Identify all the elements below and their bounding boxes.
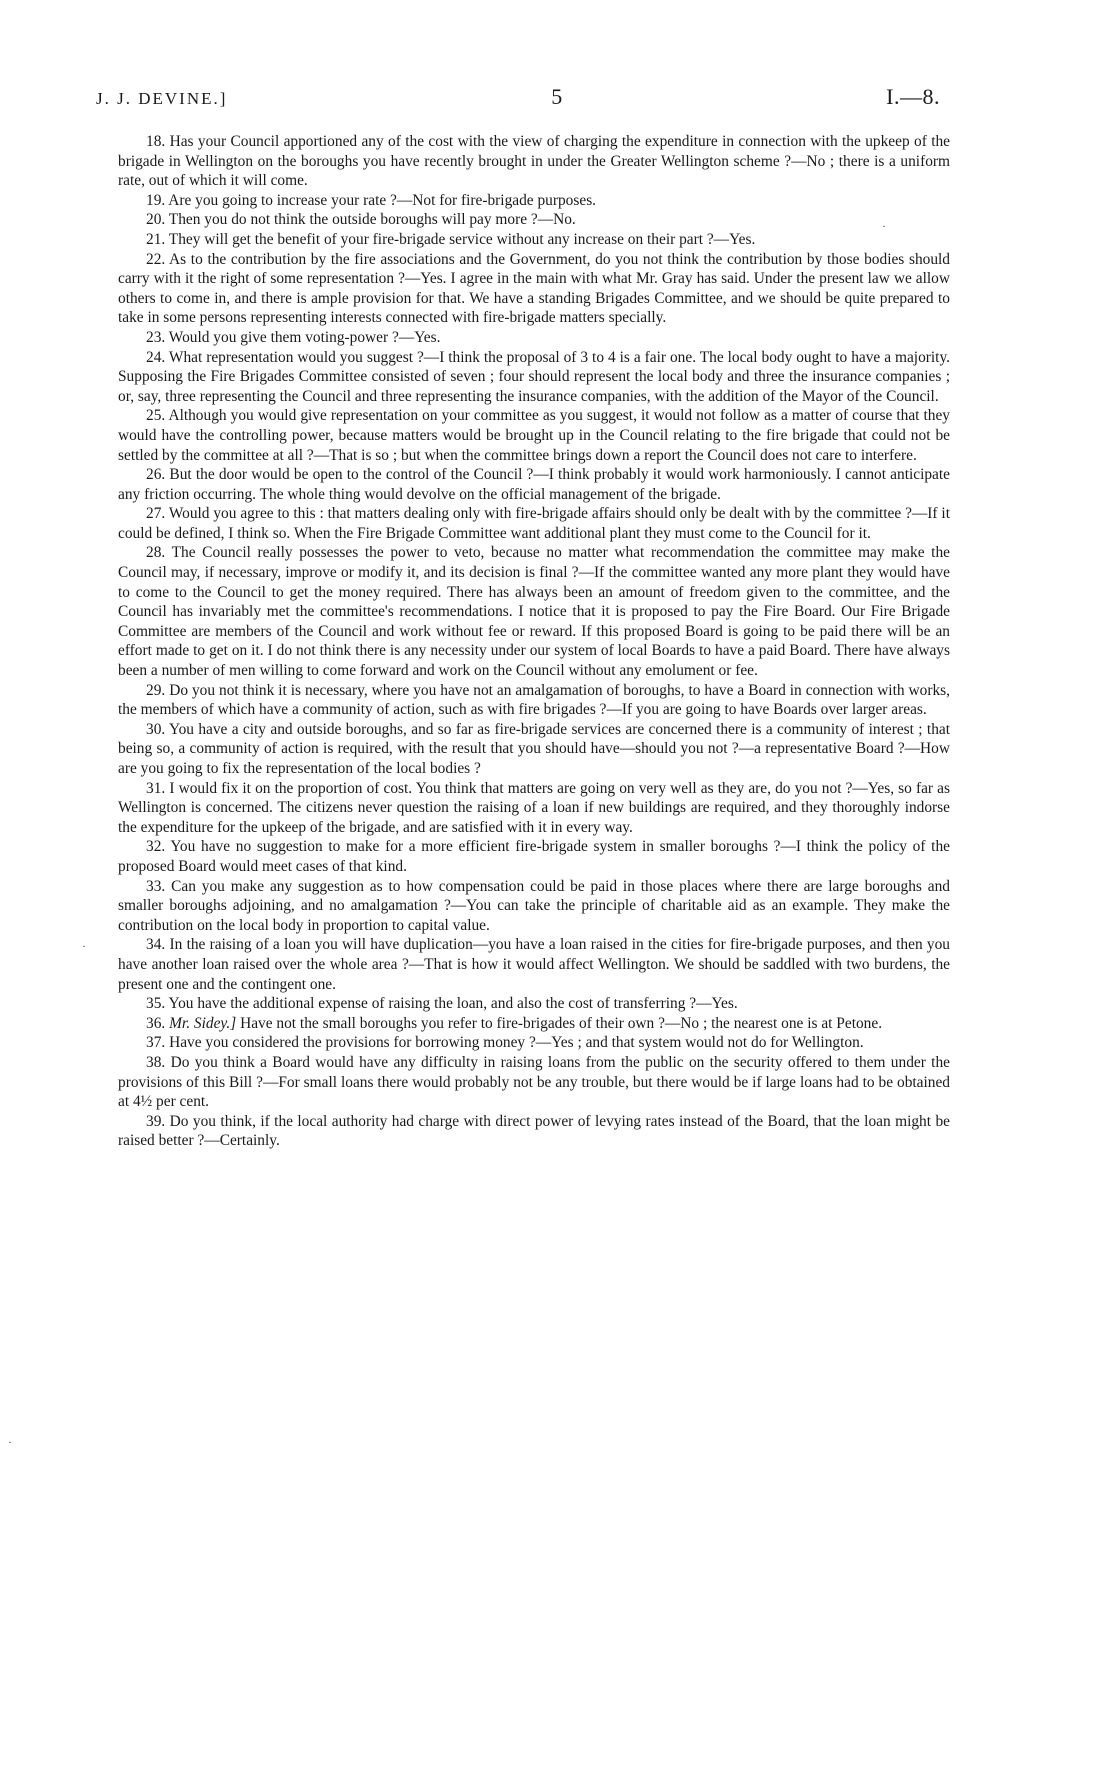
question-34: 34. In the raising of a loan you will have duplication—you have a loan raised in the cities for fire-brigade purposes, and then you have another loan raised over the whole area ?—That is how it would affect Wellington. We should be saddled with two burdens, the present one and the contingent one.: [118, 936, 950, 993]
question-35: 35. You have the additional expense of raising the loan, and also the cost of transferring ?—Yes.: [146, 995, 738, 1013]
question-37: 37. Have you considered the provisions for borrowing money ?—Yes ; and that system would not do for Wellington.: [146, 1034, 864, 1052]
evidence-text: [118, 132, 950, 1151]
paper-reference: I.—8.: [886, 84, 940, 109]
question-26: 26. But the door would be open to the control of the Council ?—I think probably it would work harmoniously. I cannot anticipate any friction occurring. The whole thing would devolve on the official management of the brigade.: [118, 466, 950, 503]
question-28: 28. The Council really possesses the power to veto, because no matter what recommendation the committee may make the Council may, if necessary, improve or modify it, and its decision is final ?—If the committee wanted any more plant they would have to come to the Council to get the money required. There has always been an amount of freedom given to the committee, and the Council has invariably met the committee's recommendations. I notice that it is proposed to pay the Fire Board. Our Fire Brigade Committee are members of the Council and work without fee or reward. If this proposed Board is going to be paid there will be an effort made to get on it. I do not think there is any necessity under our system of local Boards to have a paid Board. There have always been a number of men willing to come forward and work on the Council without any emolument or fee.: [118, 544, 950, 680]
question-21: 21. They will get the benefit of your fire-brigade service without any increase on their part ?—Yes.: [146, 230, 756, 248]
page-header: [96, 84, 940, 116]
question-31: 31. I would fix it on the proportion of cost. You think that matters are going on very well as they are, do you not ?—Yes, so far as Wellington is concerned. The citizens never question the raising of a loan if new buildings are required, and they thoroughly indorse the expenditure for the upkeep of the brigade, and are satisfied with it in every way.: [118, 779, 950, 836]
margin-speck: ·: [882, 219, 886, 233]
question-22: 22. As to the contribution by the fire associations and the Government, do you not think the contribution by those bodies should carry with it the right of some representation ?—Yes. I agree in the main with what Mr. Gray has said. Under the present law we allow others to come in, and there is ample provision for that. We have a standing Brigades Committee, and we should be quite prepared to take in some persons representing interests connected with fire-brigade matters specially.: [118, 250, 950, 327]
question-36-number: 36.: [146, 1014, 166, 1032]
question-32: 32. You have no suggestion to make for a more efficient fire-brigade system in smaller boroughs ?—I think the policy of the proposed Board would meet cases of that kind.: [118, 838, 950, 875]
question-36: [118, 1014, 950, 1034]
question-24: 24. What representation would you suggest ?—I think the proposal of 3 to 4 is a fair one. The local body ought to have a majority. Supposing the Fire Brigades Committee consisted of seven ; four should represent the local body and three the insurance companies ; or, say, three representing the Council and three representing the insurance companies, with the addition of the Mayor of the Council.: [118, 348, 950, 405]
header-witness-name: J. J. DEVINE.]: [96, 89, 228, 108]
question-19: 19. Are you going to increase your rate ?—Not for fire-brigade purposes.: [146, 191, 597, 209]
question-18: 18. Has your Council apportioned any of the cost with the view of charging the expenditure in connection with the upkeep of the brigade in Wellington on the boroughs you have recently brought in under the Greater Wellington scheme ?—No ; there is a uniform rate, out of which it will come.: [118, 133, 950, 190]
question-23: 23. Would you give them voting-power ?—Yes.: [146, 328, 441, 346]
margin-speck: ·: [82, 939, 86, 953]
question-29: 29. Do you not think it is necessary, where you have not an amalgamation of boroughs, to have a Board in connection with works, the members of which have a community of action, such as with fire brigades ?—If you are going to have Boards over larger areas.: [118, 681, 950, 719]
question-33: 33. Can you make any suggestion as to how compensation could be paid in those places where there are large boroughs and smaller boroughs adjoining, and no amalgamation ?—You can take the principle of charitable aid as an example. They make the contribution on the local body in proportion to capital value.: [118, 877, 950, 934]
margin-speck: ·: [8, 1435, 12, 1449]
page-number: 5: [551, 84, 563, 109]
question-25: 25. Although you would give representation on your committee as you suggest, it would not follow as a matter of course that they would have the controlling power, because matters would be brought up in the Council relating to the fire brigade that could not be settled by the committee at all ?—That is so ; but when the committee brings down a report the Council does not care to interfere.: [118, 407, 950, 464]
question-38: 38. Do you think a Board would have any difficulty in raising loans from the public on the security offered to them under the provisions of this Bill ?—For small loans there would probably not be any trouble, but there would be if large loans had to be obtained at 4½ per cent.: [118, 1053, 950, 1111]
question-39: 39. Do you think, if the local authority had charge with direct power of levying rates instead of the Board, that the loan might be raised better ?—Certainly.: [118, 1112, 950, 1150]
speaker-name: Mr. Sidey.]: [169, 1014, 237, 1032]
question-30: 30. You have a city and outside boroughs, and so far as fire-brigade services are concerned there is a community of interest ; that being so, a community of action is required, with the result that you should have—should you not ?—a representative Board ?—How are you going to fix the representation of the local bodies ?: [118, 720, 950, 777]
question-36-text: Have not the small boroughs you refer to fire-brigades of their own ?—No ; the nearest one is at Petone.: [240, 1014, 883, 1032]
question-27: 27. Would you agree to this : that matters dealing only with fire-brigade affairs should only be dealt with by the committee ?—If it could be defined, I think so. When the Fire Brigade Committee want additional plant they must come to the Council for it.: [118, 505, 950, 542]
question-20: 20. Then you do not think the outside boroughs will pay more ?—No.: [146, 211, 576, 229]
